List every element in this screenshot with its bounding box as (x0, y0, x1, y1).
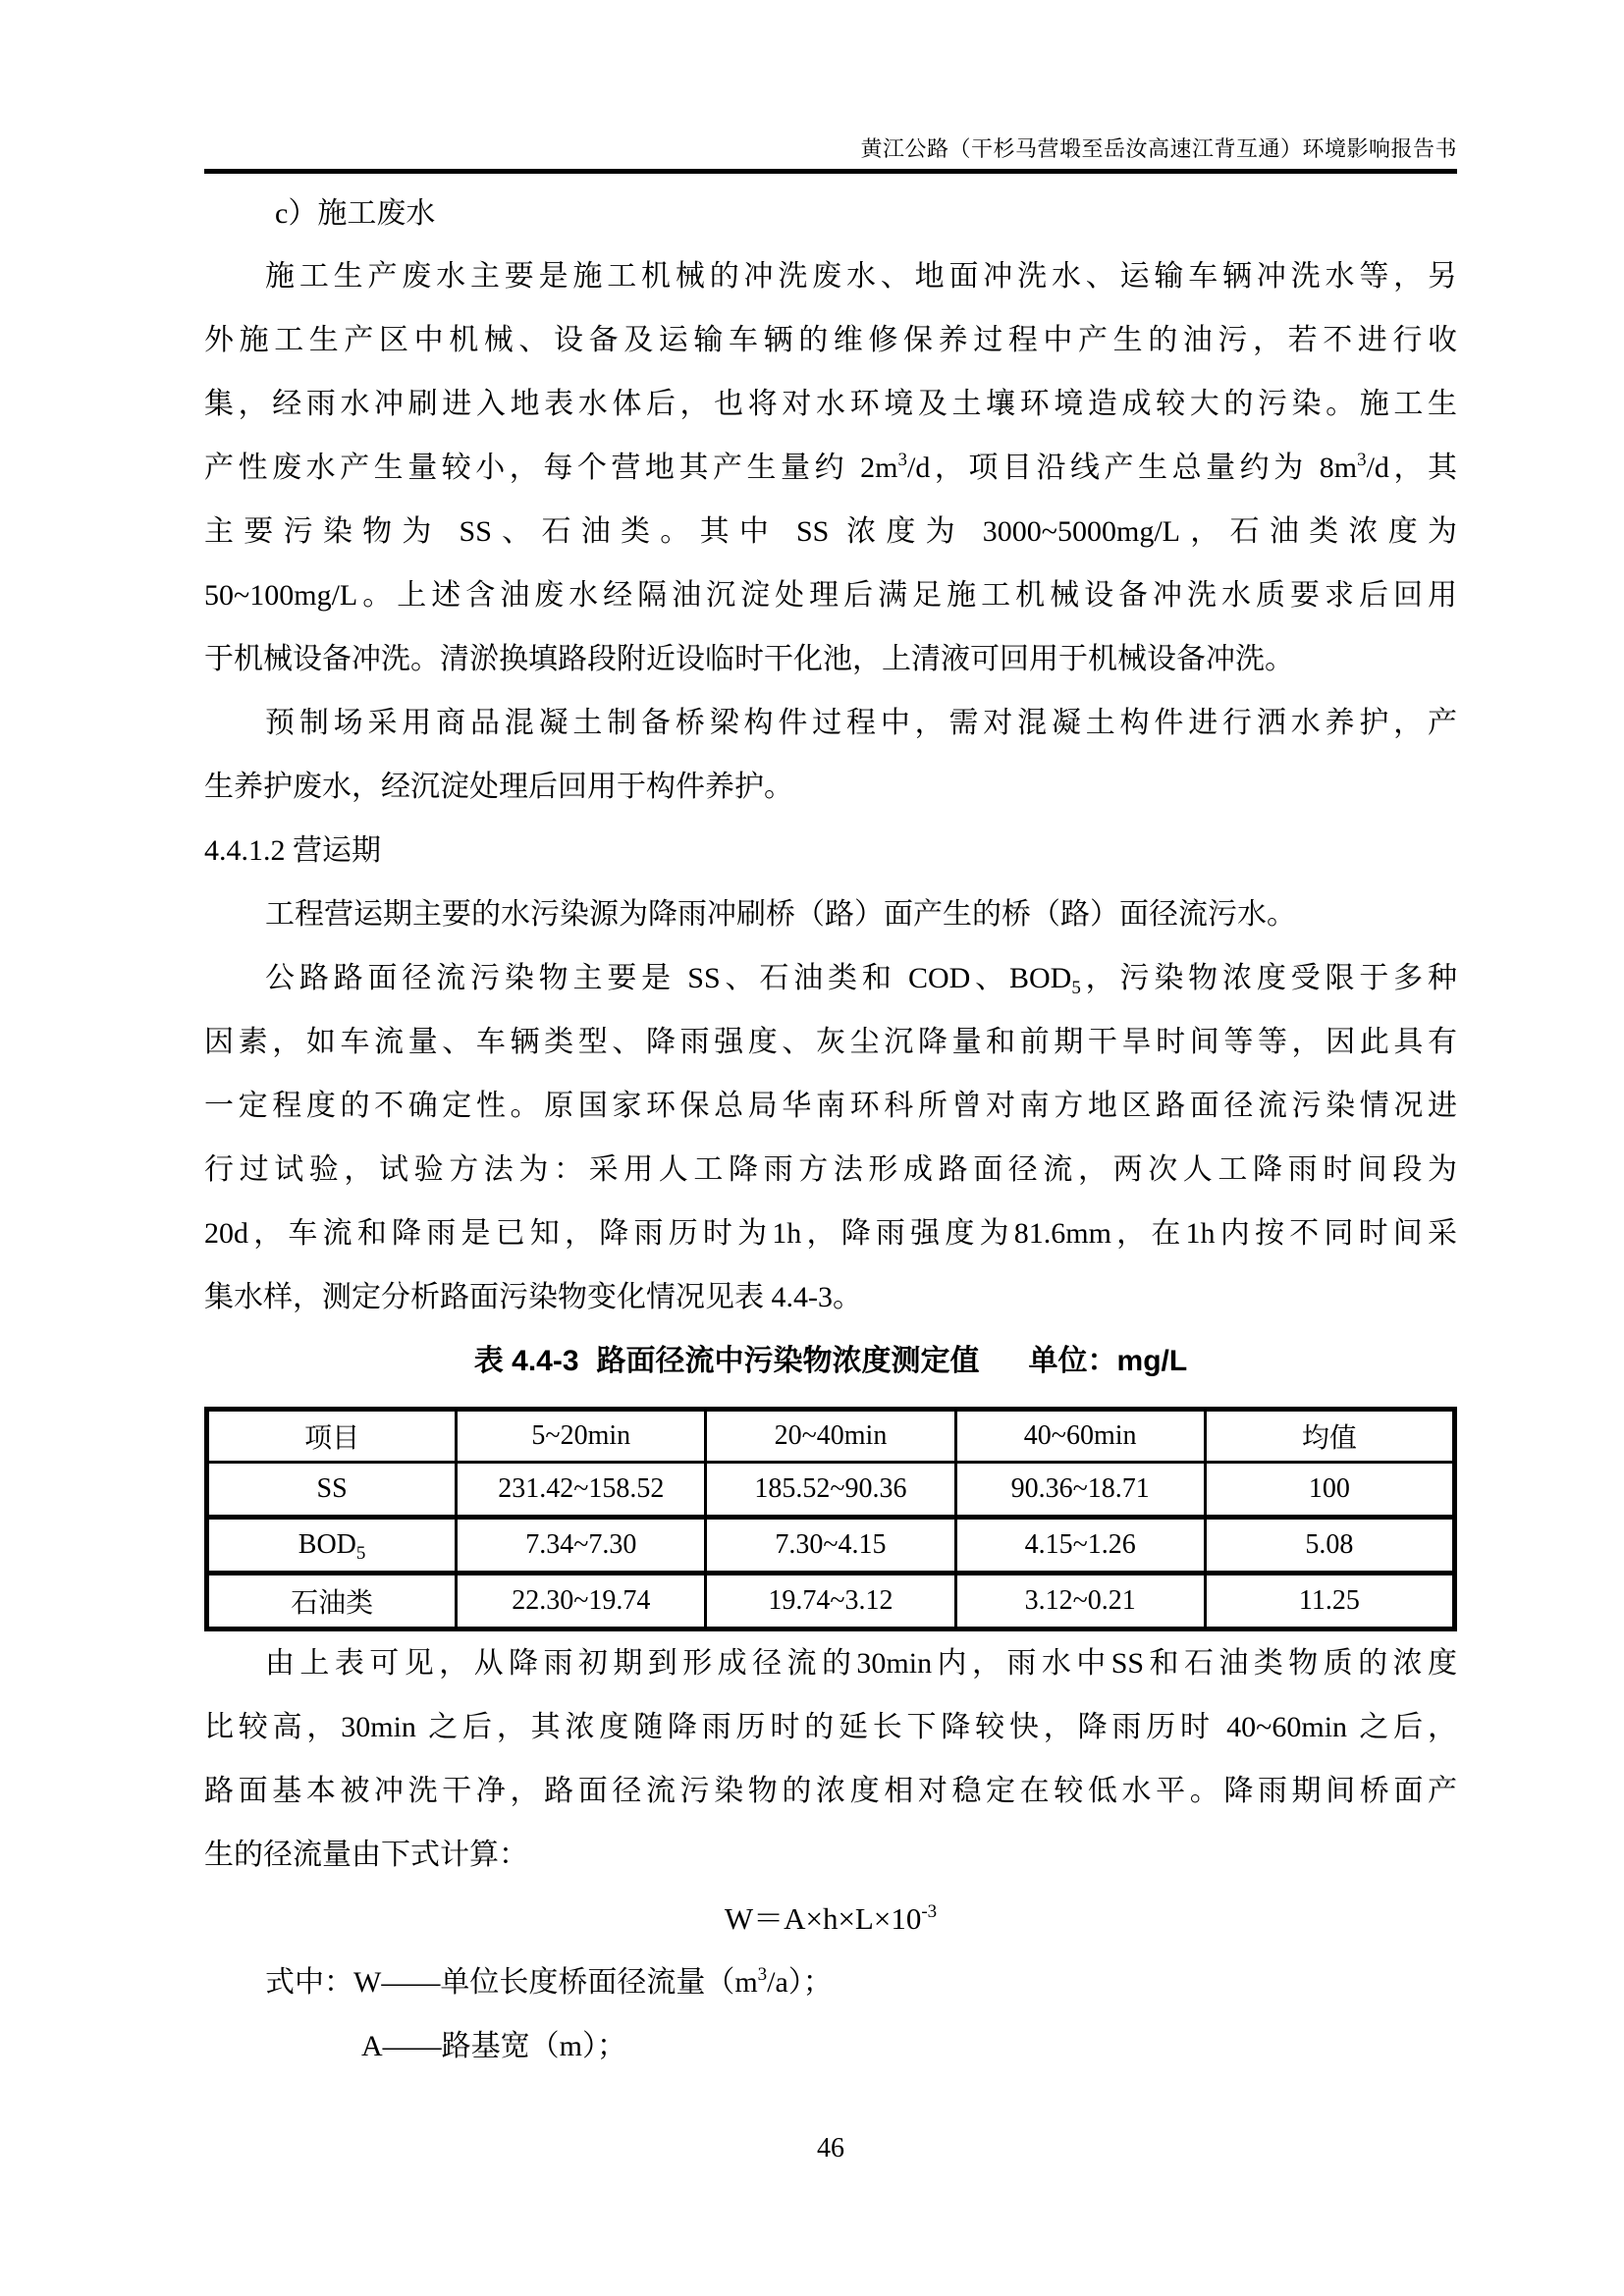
paragraph-line: 于机械设备冲洗。清淤换填路段附近设临时干化池，上清液可回用于机械设备冲洗。 (204, 643, 1294, 675)
table-cell (207, 1518, 457, 1574)
table-cell: 100 (1205, 1463, 1454, 1518)
table-row (207, 1463, 1455, 1518)
pollutant-concentration-table (204, 1407, 1457, 1631)
paragraph-line: 外施工生产区中机械、设备及运输车辆的维修保养过程中产生的油污，若不进行收 (204, 324, 1457, 356)
section-heading-yunying: 4.4.1.2 营运期 (204, 834, 381, 867)
paragraph-text: ，污染物浓度受限于多种 (1080, 962, 1457, 994)
table-row (207, 1574, 1455, 1629)
data-table-wrapper (204, 1407, 1457, 1631)
paragraph-line (204, 436, 1457, 500)
superscript: 3 (897, 450, 907, 470)
superscript: 3 (757, 1964, 768, 1985)
paragraph-line: 生的径流量由下式计算： (204, 1839, 528, 1871)
paragraph-line (204, 946, 1457, 1010)
superscript: 3 (1357, 450, 1367, 470)
table-cell: 石油类 (207, 1574, 457, 1629)
table-header-cell: 均值 (1205, 1410, 1454, 1463)
paragraph-line: 由上表可见，从降雨初期到形成径流的30min内，雨水中SS和石油类物质的浓度 (265, 1647, 1457, 1680)
document-body (204, 189, 1457, 2170)
runoff-formula (204, 1887, 1457, 1950)
formula-definition-line (204, 1950, 1457, 2014)
paragraph-text: /d，项目沿线产生总量约为 8m (907, 452, 1358, 484)
paragraph-text: 公路路面径流污染物主要是 SS、石油类和 COD、BOD (265, 962, 1072, 994)
table-cell: 19.74~3.12 (706, 1574, 955, 1629)
definition-text: 式中：W——单位长度桥面径流量（m (265, 1966, 758, 1999)
table-cell: 7.34~7.30 (457, 1518, 706, 1574)
table-header-cell: 20~40min (706, 1410, 955, 1463)
table-cell: 4.15~1.26 (955, 1518, 1205, 1574)
paragraph-line: 比较高，30min 之后，其浓度随降雨历时的延长下降较快，降雨历时 40~60min 之后， (204, 1711, 1457, 1743)
table-cell: 3.12~0.21 (955, 1574, 1205, 1629)
table-caption (204, 1329, 1457, 1393)
paragraph-line: 行过试验，试验方法为：采用人工降雨方法形成路面径流，两次人工降雨时间段为 (204, 1153, 1457, 1186)
table-cell: 11.25 (1205, 1574, 1454, 1629)
table-cell: 7.30~4.15 (706, 1518, 955, 1574)
table-cell: 5.08 (1205, 1518, 1454, 1574)
subscript: 5 (1071, 978, 1081, 998)
table-caption-unit: 单位：mg/L (1028, 1345, 1188, 1377)
page-header-title: 黄江公路（干杉马营塅至岳汝高速江背互通）环境影响报告书 (860, 136, 1457, 161)
table-cell: 185.52~90.36 (706, 1463, 955, 1518)
paragraph-line: 主要污染物为 SS、石油类。其中 SS 浓度为 3000~5000mg/L，石油类浓度为 (204, 515, 1457, 548)
table-header-cell: 40~60min (955, 1410, 1205, 1463)
table-header-cell: 5~20min (457, 1410, 706, 1463)
formula-definition-line: A——路基宽（m）； (361, 2030, 626, 2062)
table-row (207, 1518, 1455, 1574)
page-number: 46 (817, 2133, 844, 2163)
table-cell-text: BOD (298, 1529, 356, 1560)
paragraph-line: 集水样，测定分析路面污染物变化情况见表 4.4-3。 (204, 1281, 862, 1313)
table-cell: SS (207, 1463, 457, 1518)
subscript: 5 (355, 1543, 366, 1564)
table-header-row (207, 1410, 1455, 1463)
definition-text: /a）； (767, 1966, 833, 1999)
paragraph-line: 预制场采用商品混凝土制备桥梁构件过程中，需对混凝土构件进行洒水养护，产 (265, 707, 1457, 739)
table-caption-title: 路面径流中污染物浓度测定值 (596, 1345, 980, 1377)
paragraph-line: 因素，如车流量、车辆类型、降雨强度、灰尘沉降量和前期干旱时间等等，因此具有 (204, 1026, 1457, 1058)
paragraph-line: 一定程度的不确定性。原国家环保总局华南环科所曾对南方地区路面径流污染情况进 (204, 1090, 1457, 1122)
page-header (204, 0, 1457, 174)
header-rule (204, 169, 1457, 174)
section-heading-c: c）施工废水 (275, 197, 436, 230)
paragraph-line: 50~100mg/L。上述含油废水经隔油沉淀处理后满足施工机械设备冲洗水质要求后回用 (204, 579, 1457, 612)
table-cell: 90.36~18.71 (955, 1463, 1205, 1518)
formula-text: W＝A×h×L×10 (724, 1901, 922, 1936)
superscript: -3 (921, 1901, 938, 1922)
paragraph-line: 施工生产废水主要是施工机械的冲洗废水、地面冲洗水、运输车辆冲洗水等，另 (265, 260, 1457, 293)
table-header-cell: 项目 (207, 1410, 457, 1463)
paragraph-line: 工程营运期主要的水污染源为降雨冲刷桥（路）面产生的桥（路）面径流污水。 (265, 898, 1296, 931)
paragraph-line: 路面基本被冲洗干净，路面径流污染物的浓度相对稳定在较低水平。降雨期间桥面产 (204, 1775, 1457, 1807)
paragraph-text: /d，其 (1366, 452, 1457, 484)
table-cell: 22.30~19.74 (457, 1574, 706, 1629)
paragraph-line: 20d，车流和降雨是已知，降雨历时为1h，降雨强度为81.6mm，在1h内按不同时间采 (204, 1217, 1457, 1250)
table-caption-label: 表 4.4-3 (473, 1345, 579, 1377)
table-cell: 231.42~158.52 (457, 1463, 706, 1518)
paragraph-line: 生养护废水，经沉淀处理后回用于构件养护。 (204, 771, 793, 803)
paragraph-text: 产性废水产生量较小，每个营地其产生量约 2m (204, 452, 898, 484)
paragraph-line: 集，经雨水冲刷进入地表水体后，也将对水环境及土壤环境造成较大的污染。施工生 (204, 388, 1457, 420)
